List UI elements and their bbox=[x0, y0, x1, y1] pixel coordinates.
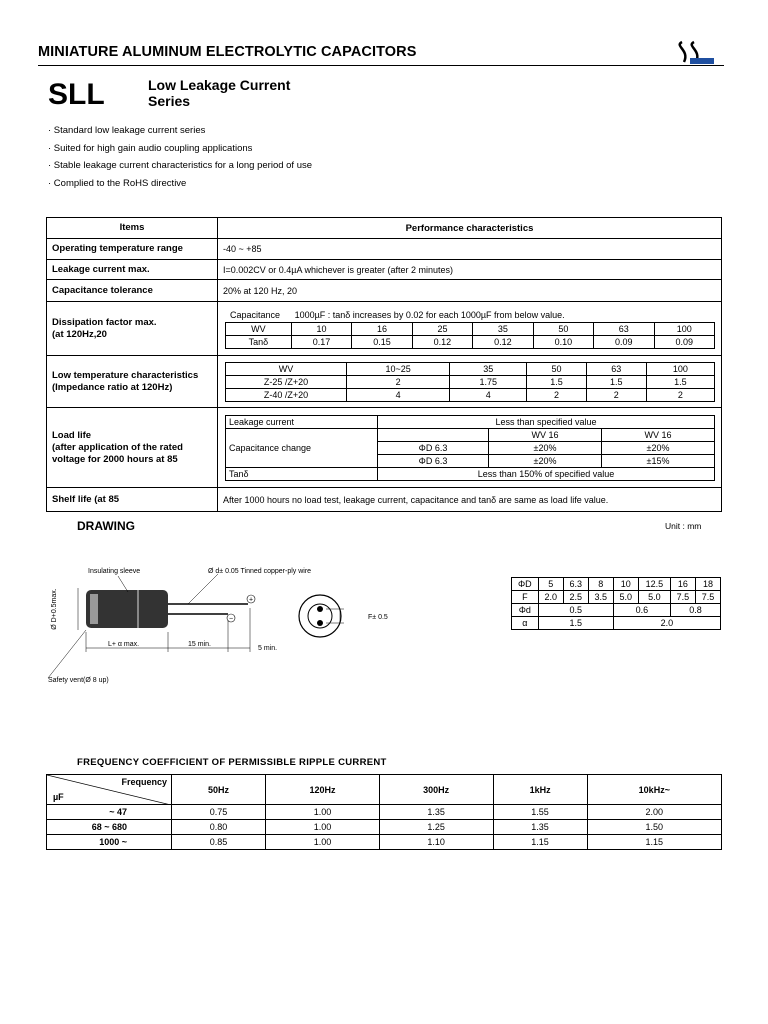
freq-cell: 1.15 bbox=[587, 835, 721, 850]
load-tan-label: Tanδ bbox=[226, 467, 378, 480]
dim-f: 3.5 bbox=[588, 591, 613, 604]
dim-phid: 16 bbox=[670, 578, 695, 591]
dim-phid: 8 bbox=[588, 578, 613, 591]
load-blank bbox=[378, 428, 489, 441]
dissipation-tan: 0.12 bbox=[412, 336, 472, 349]
unit-label: Unit : mm bbox=[665, 521, 702, 531]
freq-cell: 1.15 bbox=[493, 835, 587, 850]
freq-cell: 1.00 bbox=[266, 805, 380, 820]
feature-item: · Stable leakage current characteristics for a long period of use bbox=[48, 160, 313, 172]
load-phi-2-a: ±20% bbox=[489, 454, 602, 467]
series-name-line1: Low Leakage Current bbox=[148, 77, 291, 93]
dissipation-wv: 63 bbox=[594, 323, 654, 336]
feature-list bbox=[48, 122, 312, 193]
load-life-label-line3: voltage for 2000 hours at 85 bbox=[52, 453, 178, 465]
low-temp-wv: 35 bbox=[450, 362, 527, 375]
load-leak-label: Leakage current bbox=[226, 415, 378, 428]
col-header-items: Items bbox=[47, 218, 218, 239]
dim-phid: 6.3 bbox=[563, 578, 588, 591]
freq-header: 300Hz bbox=[379, 775, 493, 805]
load-phi-1-a: ±20% bbox=[489, 441, 602, 454]
freq-cell: 1.55 bbox=[493, 805, 587, 820]
load-phi-2-b: ±15% bbox=[602, 454, 715, 467]
minus-sign: − bbox=[228, 615, 234, 623]
frequency-title: FREQUENCY COEFFICIENT OF PERMISSIBLE RIPPLE CURRENT bbox=[77, 757, 387, 768]
load-life-label-line2: (after application of the rated bbox=[52, 441, 183, 453]
dim-f: 2.0 bbox=[538, 591, 563, 604]
freq-cell: 0.85 bbox=[172, 835, 266, 850]
label-diameter: Ø D+0.5max. bbox=[51, 588, 58, 630]
dissipation-wv: 10 bbox=[291, 323, 351, 336]
label-wire: Ø d± 0.05 Tinned copper-ply wire bbox=[208, 568, 312, 575]
cap-tol-value: 20% at 120 Hz, 20 bbox=[218, 280, 722, 302]
dissipation-tan: 0.09 bbox=[654, 336, 714, 349]
dissipation-note-cap: Capacitance bbox=[230, 310, 281, 320]
load-cap-label: Capacitance change bbox=[226, 428, 378, 467]
dissipation-note bbox=[218, 308, 721, 322]
freq-header: 10kHz~ bbox=[587, 775, 721, 805]
dissipation-tan: 0.17 bbox=[291, 336, 351, 349]
dissipation-label bbox=[47, 302, 218, 356]
low-temp-label-line2: (Impedance ratio at 120Hz) bbox=[52, 381, 173, 393]
low-temp-wv: 63 bbox=[586, 362, 646, 375]
dimension-table bbox=[511, 577, 721, 630]
low-temp-z25: 1.5 bbox=[586, 375, 646, 388]
freq-row-label: 68 ~ 680 bbox=[47, 820, 172, 835]
load-wv16-b: WV 16 bbox=[602, 428, 715, 441]
freq-cell: 0.80 bbox=[172, 820, 266, 835]
low-temp-label bbox=[47, 356, 218, 408]
dissipation-wv: 100 bbox=[654, 323, 714, 336]
load-tan-value: Less than 150% of specified value bbox=[378, 467, 715, 480]
shelf-life-value: After 1000 hours no load test, leakage current, capacitance and tanδ are same as load life value. bbox=[218, 488, 722, 512]
dissipation-tan: 0.10 bbox=[533, 336, 593, 349]
dim-f: 7.5 bbox=[670, 591, 695, 604]
low-temp-wv-label: WV bbox=[226, 362, 347, 375]
capacitor-highlight bbox=[90, 594, 98, 624]
low-temp-wv: 10~25 bbox=[347, 362, 450, 375]
load-phi-1-b: ±20% bbox=[602, 441, 715, 454]
cap-tol-label: Capacitance tolerance bbox=[47, 280, 218, 302]
col-header-performance: Performance characteristics bbox=[218, 218, 722, 239]
low-temp-z25-label: Z-25 /Z+20 bbox=[226, 375, 347, 388]
freq-row-label: 1000 ~ bbox=[47, 835, 172, 850]
plus-sign: + bbox=[248, 596, 254, 604]
dim-f: 2.5 bbox=[563, 591, 588, 604]
capacitor-drawing bbox=[38, 560, 408, 690]
dim-f: 5.0 bbox=[613, 591, 638, 604]
dim-phid: 10 bbox=[613, 578, 638, 591]
dim-d: 0.5 bbox=[538, 604, 613, 617]
dissipation-wv: 50 bbox=[533, 323, 593, 336]
dissipation-table bbox=[225, 322, 715, 349]
frequency-table bbox=[46, 774, 722, 850]
load-wv16-a: WV 16 bbox=[489, 428, 602, 441]
low-temp-table bbox=[225, 362, 715, 402]
end-view-lead-a bbox=[317, 606, 323, 612]
label-sleeve: Insulating sleeve bbox=[88, 568, 141, 575]
series-name bbox=[148, 77, 290, 109]
leakage-value: I=0.002CV or 0.4µA whichever is greater (after 2 minutes) bbox=[218, 260, 722, 280]
freq-cell: 1.35 bbox=[379, 805, 493, 820]
freq-corner-bottom: µF bbox=[53, 792, 64, 802]
freq-cell: 1.00 bbox=[266, 835, 380, 850]
low-temp-z40: 4 bbox=[347, 388, 450, 401]
label-5min: 5 min. bbox=[258, 645, 278, 652]
dissipation-wv-label: WV bbox=[226, 323, 292, 336]
low-temp-z40: 2 bbox=[527, 388, 587, 401]
dissipation-label-line1: Dissipation factor max. bbox=[52, 316, 157, 328]
freq-cell: 1.10 bbox=[379, 835, 493, 850]
dim-d: 0.8 bbox=[670, 604, 720, 617]
freq-header: 50Hz bbox=[172, 775, 266, 805]
dissipation-cell bbox=[218, 302, 722, 356]
low-temp-z40: 4 bbox=[450, 388, 527, 401]
load-life-label bbox=[47, 408, 218, 488]
dim-f: 5.0 bbox=[638, 591, 670, 604]
dissipation-wv: 25 bbox=[412, 323, 472, 336]
load-life-table bbox=[225, 415, 715, 481]
label-vent: Safety vent(Ø 8 up) bbox=[48, 677, 109, 684]
low-temp-cell bbox=[218, 356, 722, 408]
dim-phid: 12.5 bbox=[638, 578, 670, 591]
dissipation-note-text: 1000µF : tanδ increases by 0.02 for each 1000µF from below value. bbox=[294, 310, 565, 320]
dissipation-label-line2: (at 120Hz,20 bbox=[52, 328, 107, 340]
freq-header: 120Hz bbox=[266, 775, 380, 805]
series-name-line2: Series bbox=[148, 93, 191, 109]
end-view-lead-b bbox=[317, 620, 323, 626]
low-temp-z25: 1.5 bbox=[527, 375, 587, 388]
header-rule bbox=[38, 65, 724, 66]
freq-cell: 0.75 bbox=[172, 805, 266, 820]
feature-item: · Suited for high gain audio coupling applications bbox=[48, 142, 253, 154]
freq-cell: 1.50 bbox=[587, 820, 721, 835]
load-phi-2: ΦD 6.3 bbox=[378, 454, 489, 467]
low-temp-wv: 100 bbox=[646, 362, 714, 375]
low-temp-z40-label: Z-40 /Z+20 bbox=[226, 388, 347, 401]
label-f: F± 0.5 bbox=[368, 614, 388, 621]
dim-d-label: Φd bbox=[512, 604, 539, 617]
leakage-label: Leakage current max. bbox=[47, 260, 218, 280]
dim-phid: 5 bbox=[538, 578, 563, 591]
freq-corner-top: Frequency bbox=[121, 777, 167, 787]
label-length: L+ α max. bbox=[108, 641, 140, 648]
dim-d: 0.6 bbox=[613, 604, 670, 617]
dim-alpha: 2.0 bbox=[613, 617, 720, 630]
feature-item: · Complied to the RoHS directive bbox=[48, 178, 187, 190]
low-temp-wv: 50 bbox=[527, 362, 587, 375]
dim-f: 7.5 bbox=[695, 591, 720, 604]
dissipation-tan: 0.15 bbox=[352, 336, 412, 349]
freq-cell: 1.35 bbox=[493, 820, 587, 835]
low-temp-z25: 2 bbox=[347, 375, 450, 388]
drawing-title: DRAWING bbox=[77, 519, 135, 533]
freq-cell: 1.25 bbox=[379, 820, 493, 835]
dim-f-label: F bbox=[512, 591, 539, 604]
dim-alpha: 1.5 bbox=[538, 617, 613, 630]
dim-alpha-label: α bbox=[512, 617, 539, 630]
dim-phid: 18 bbox=[695, 578, 720, 591]
freq-cell: 2.00 bbox=[587, 805, 721, 820]
op-temp-label: Operating temperature range bbox=[47, 239, 218, 260]
dissipation-wv: 35 bbox=[473, 323, 533, 336]
dim-phid-label: ΦD bbox=[512, 578, 539, 591]
op-temp-value: -40 ~ +85 bbox=[218, 239, 722, 260]
low-temp-z40: 2 bbox=[646, 388, 714, 401]
load-life-cell bbox=[218, 408, 722, 488]
freq-row-label: ~ 47 bbox=[47, 805, 172, 820]
dissipation-tan-label: Tanδ bbox=[226, 336, 292, 349]
dissipation-wv: 16 bbox=[352, 323, 412, 336]
freq-corner bbox=[47, 775, 172, 805]
dissipation-tan: 0.09 bbox=[594, 336, 654, 349]
low-temp-z40: 2 bbox=[586, 388, 646, 401]
capacitor-body bbox=[86, 590, 168, 628]
load-life-label-line1: Load life bbox=[52, 429, 92, 441]
freq-cell: 1.00 bbox=[266, 820, 380, 835]
spec-table bbox=[46, 217, 722, 512]
brand-logo-icon bbox=[672, 40, 714, 66]
low-temp-label-line1: Low temperature characteristics bbox=[52, 369, 199, 381]
load-phi-1: ΦD 6.3 bbox=[378, 441, 489, 454]
label-15min: 15 min. bbox=[188, 641, 211, 648]
low-temp-z25: 1.75 bbox=[450, 375, 527, 388]
series-code: SLL bbox=[48, 78, 105, 111]
document-title: MINIATURE ALUMINUM ELECTROLYTIC CAPACITORS bbox=[38, 44, 417, 60]
feature-item: · Standard low leakage current series bbox=[48, 125, 206, 136]
load-leak-value: Less than specified value bbox=[378, 415, 715, 428]
dissipation-tan: 0.12 bbox=[473, 336, 533, 349]
low-temp-z25: 1.5 bbox=[646, 375, 714, 388]
freq-header: 1kHz bbox=[493, 775, 587, 805]
end-view-outer bbox=[299, 595, 341, 637]
shelf-life-label: Shelf life (at 85 bbox=[47, 488, 218, 512]
